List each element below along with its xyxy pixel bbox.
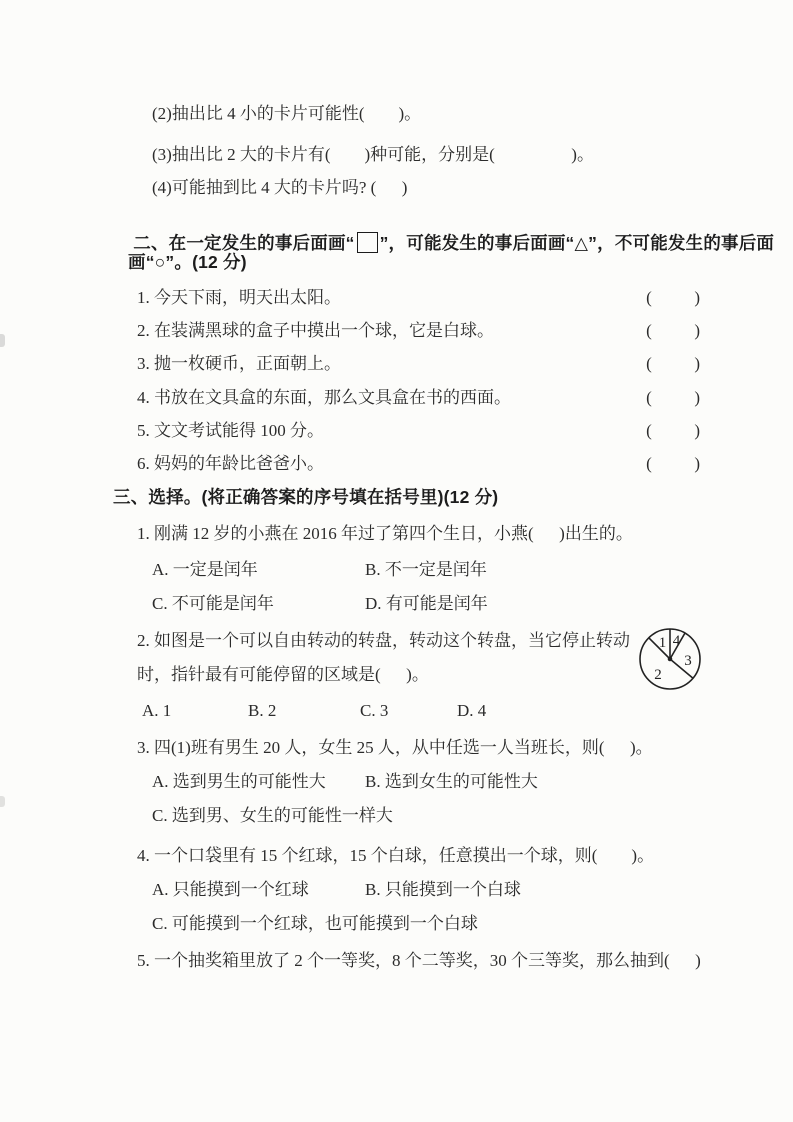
section2-heading-before-box: 二、在一定发生的事后面画“ (133, 233, 355, 253)
judge-item-row (137, 453, 700, 474)
judge-item-text: 2. 在装满黑球的盒子中摸出一个球，它是白球。 (137, 321, 494, 340)
q1-stem: 1. 刚满 12 岁的小燕在 2016 年过了第四个生日，小燕( )出生的。 (137, 524, 633, 543)
spinner-label: 4 (672, 633, 681, 649)
scan-artifact (0, 334, 5, 347)
q1-option-c: C. 不可能是闰年 (152, 594, 274, 613)
judge-item-row (137, 320, 700, 341)
q4-option-b: B. 只能摸到一个白球 (365, 880, 521, 899)
q4-option-a: A. 只能摸到一个红球 (152, 880, 309, 899)
answer-bracket: ( ) (646, 388, 700, 407)
q2-option-b: B. 2 (248, 701, 277, 720)
answer-bracket: ( ) (646, 421, 700, 440)
fill-item-2: (2)抽出比 4 小的卡片可能性( )。 (152, 104, 422, 123)
answer-bracket: ( ) (646, 354, 700, 373)
q2-option-d: D. 4 (457, 701, 487, 720)
q2-option-a: A. 1 (142, 701, 172, 720)
judge-item-row (137, 287, 700, 308)
q3-stem: 3. 四(1)班有男生 20 人，女生 25 人，从中任选一人当班长，则( )。 (137, 738, 653, 757)
q2-stem-line1: 2. 如图是一个可以自由转动的转盘，转动这个转盘，当它停止转动 (137, 631, 630, 650)
judge-item-text: 3. 抛一枚硬币，正面朝上。 (137, 354, 341, 373)
square-symbol (357, 232, 378, 253)
judge-item-text: 4. 书放在文具盒的东面，那么文具盒在书的西面。 (137, 388, 511, 407)
q3-option-a: A. 选到男生的可能性大 (152, 772, 326, 791)
judge-item-row (137, 353, 700, 374)
judge-item-text: 5. 文文考试能得 100 分。 (137, 421, 324, 440)
answer-bracket: ( ) (646, 288, 700, 307)
scan-artifact (0, 796, 5, 807)
spinner-center-dot (668, 657, 673, 662)
q4-stem: 4. 一个口袋里有 15 个红球，15 个白球，任意摸出一个球，则( )。 (137, 846, 655, 865)
spinner-figure (637, 626, 703, 692)
spinner-label: 2 (654, 667, 662, 683)
answer-bracket: ( ) (646, 454, 700, 473)
judge-item-row (137, 387, 700, 408)
section2-heading-line2: 画“○”。(12 分) (128, 252, 247, 272)
q1-option-b: B. 不一定是闰年 (365, 560, 487, 579)
fill-item-4: (4)可能抽到比 4 大的卡片吗? ( ) (152, 178, 408, 197)
judge-item-row (137, 420, 700, 441)
section2-heading-after-box: ”，可能发生的事后面画“△”，不可能发生的事后面 (379, 233, 775, 253)
q2-option-c: C. 3 (360, 701, 389, 720)
q4-option-c: C. 可能摸到一个红球，也可能摸到一个白球 (152, 914, 478, 933)
q5-stem: 5. 一个抽奖箱里放了 2 个一等奖，8 个二等奖，30 个三等奖，那么抽到( ) (137, 951, 701, 970)
q1-option-a: A. 一定是闰年 (152, 560, 258, 579)
spinner-label: 1 (658, 635, 667, 651)
q3-option-b: B. 选到女生的可能性大 (365, 772, 538, 791)
judge-item-text: 1. 今天下雨，明天出太阳。 (137, 288, 341, 307)
answer-bracket: ( ) (646, 321, 700, 340)
judge-item-text: 6. 妈妈的年龄比爸爸小。 (137, 454, 324, 473)
q1-option-d: D. 有可能是闰年 (365, 594, 488, 613)
section3-heading: 三、选择。(将正确答案的序号填在括号里)(12 分) (113, 487, 499, 507)
spinner-label: 3 (684, 653, 692, 669)
q2-stem-line2: 时，指针最有可能停留的区域是( )。 (137, 665, 429, 684)
fill-item-3: (3)抽出比 2 大的卡片有( )种可能，分别是( )。 (152, 145, 594, 164)
q3-option-c: C. 选到男、女生的可能性一样大 (152, 806, 393, 825)
